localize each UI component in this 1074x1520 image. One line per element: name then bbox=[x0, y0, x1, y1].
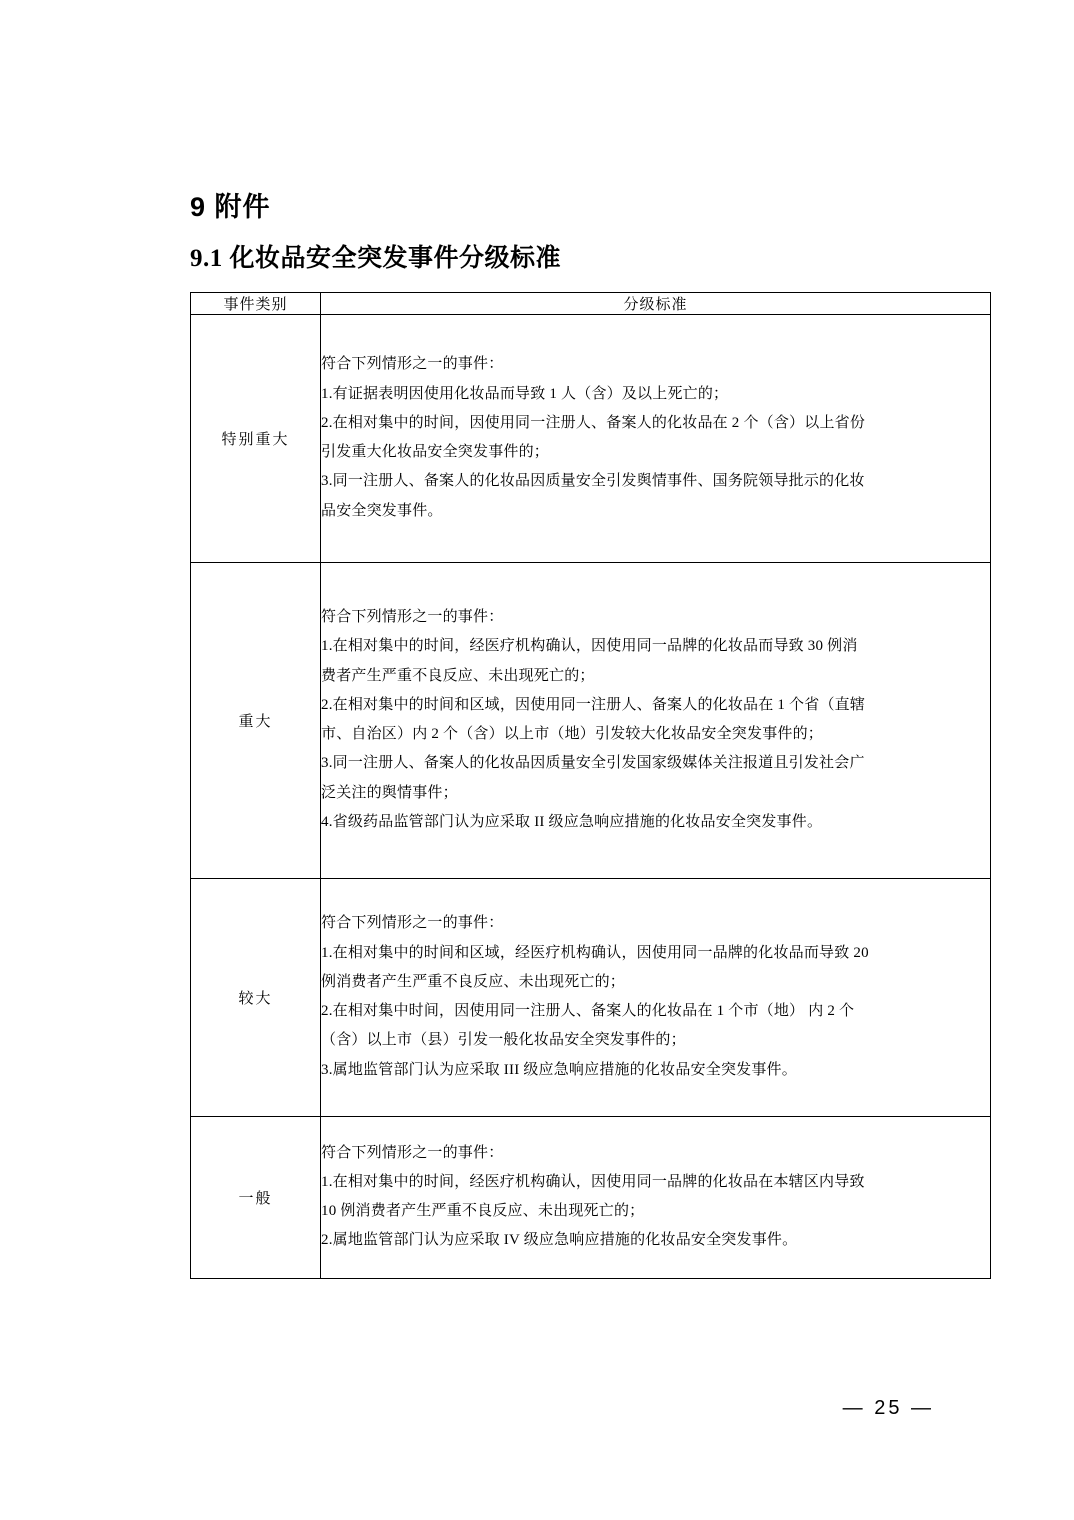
criteria-line: 费者产生严重不良反应、未出现死亡的； bbox=[321, 667, 595, 684]
cell-criteria bbox=[321, 1116, 991, 1278]
criteria-line: 3.属地监管部门认为应采取 III 级应急响应措施的化妆品安全突发事件。 bbox=[321, 1061, 797, 1078]
table-header-row bbox=[191, 292, 991, 314]
criteria-line: 1.在相对集中的时间，经医疗机构确认，因使用同一品牌的化妆品在本辖区内导致 bbox=[321, 1173, 865, 1190]
table-row bbox=[191, 562, 991, 878]
criteria-line: 符合下列情形之一的事件： bbox=[321, 609, 504, 626]
cell-category: 一般 bbox=[191, 1116, 321, 1278]
table-body bbox=[191, 314, 991, 1278]
criteria-line: 泛关注的舆情事件； bbox=[321, 784, 458, 801]
column-header-category: 事件类别 bbox=[191, 292, 321, 314]
criteria-line: 例消费者产生严重不良反应、未出现死亡的； bbox=[321, 973, 626, 990]
grading-standard-table bbox=[190, 292, 991, 1279]
criteria-line: 3.同一注册人、备案人的化妆品因质量安全引发国家级媒体关注报道且引发社会广 bbox=[321, 755, 865, 772]
criteria-line: 3.同一注册人、备案人的化妆品因质量安全引发舆情事件、国务院领导批示的化妆 bbox=[321, 473, 865, 490]
criteria-line: 4.省级药品监管部门认为应采取 II 级应急响应措施的化妆品安全突发事件。 bbox=[321, 813, 823, 830]
criteria-line: 10 例消费者产生严重不良反应、未出现死亡的； bbox=[321, 1203, 645, 1220]
cell-category: 重大 bbox=[191, 562, 321, 878]
criteria-line: 符合下列情形之一的事件： bbox=[321, 356, 504, 373]
cell-criteria bbox=[321, 562, 991, 878]
criteria-line: 2.在相对集中的时间，因使用同一注册人、备案人的化妆品在 2 个（含）以上省份 bbox=[321, 414, 866, 431]
table-row bbox=[191, 878, 991, 1116]
criteria-line: 1.在相对集中的时间，经医疗机构确认，因使用同一品牌的化妆品而导致 30 例消 bbox=[321, 638, 858, 655]
cell-criteria bbox=[321, 878, 991, 1116]
table-row bbox=[191, 1116, 991, 1278]
page-number: — 25 — bbox=[842, 1397, 934, 1419]
criteria-line: 1.有证据表明因使用化妆品而导致 1 人（含）及以上死亡的； bbox=[321, 385, 729, 402]
criteria-line: （含）以上市（县）引发一般化妆品安全突发事件的； bbox=[321, 1032, 686, 1049]
cell-category: 较大 bbox=[191, 878, 321, 1116]
table-row bbox=[191, 314, 991, 562]
criteria-line: 引发重大化妆品安全突发事件的； bbox=[321, 444, 550, 461]
section-title: 9.1 化妆品安全突发事件分级标准 bbox=[190, 245, 562, 273]
criteria-line: 品安全突发事件。 bbox=[321, 502, 443, 519]
criteria-line: 2.属地监管部门认为应采取 IV 级应急响应措施的化妆品安全突发事件。 bbox=[321, 1232, 798, 1249]
criteria-line: 2.在相对集中时间，因使用同一注册人、备案人的化妆品在 1 个市（地） 内 2 个 bbox=[321, 1003, 855, 1020]
criteria-line: 符合下列情形之一的事件： bbox=[321, 915, 504, 932]
page-title: 9 附件 bbox=[190, 192, 271, 222]
criteria-line: 1.在相对集中的时间和区域，经医疗机构确认，因使用同一品牌的化妆品而导致 20 bbox=[321, 944, 869, 961]
cell-category: 特别重大 bbox=[191, 314, 321, 562]
criteria-line: 市、自治区）内 2 个（含）以上市（地）引发较大化妆品安全突发事件的； bbox=[321, 726, 824, 743]
criteria-line: 符合下列情形之一的事件： bbox=[321, 1144, 504, 1161]
column-header-criteria: 分级标准 bbox=[321, 292, 991, 314]
cell-criteria bbox=[321, 314, 991, 562]
criteria-line: 2.在相对集中的时间和区域，因使用同一注册人、备案人的化妆品在 1 个省（直辖 bbox=[321, 696, 866, 713]
